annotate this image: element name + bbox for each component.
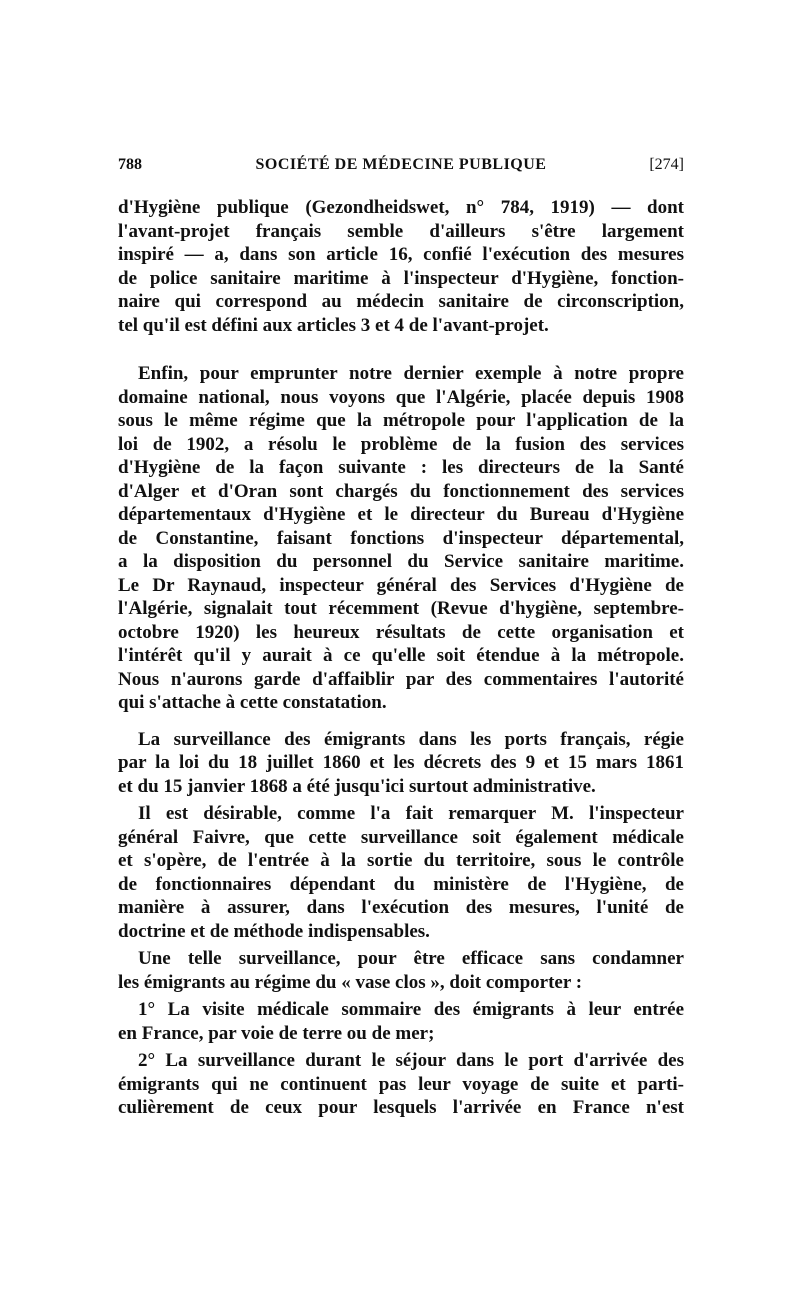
text-line: et du 15 janvier 1868 a été jusqu'ici surtout administrative. bbox=[118, 775, 596, 797]
text-line: d'Hygiène publique (Gezondheidswet, n° 784, 1919) — dont bbox=[118, 197, 684, 218]
text-line: loi de 1902, a résolu le problème de la fusion des services bbox=[118, 433, 684, 455]
paragraph-2 bbox=[118, 362, 684, 715]
text-line: départementaux d'Hygiène et le directeur du Bureau d'Hygiène bbox=[118, 504, 684, 525]
text-line: culièrement de ceux pour lesquels l'arrivée en France n'est bbox=[118, 1097, 684, 1118]
book-page bbox=[118, 150, 684, 1120]
text-line: 1° La visite médicale sommaire des émigrants à leur entrée bbox=[138, 999, 684, 1020]
running-header bbox=[118, 150, 684, 180]
text-line: d'Hygiène de la façon suivante : les directeurs de la Santé bbox=[118, 457, 684, 478]
text-line: tel qu'il est défini aux articles 3 et 4 de l'avant-projet. bbox=[118, 314, 549, 336]
text-line: sous le même régime que la métropole pour l'application de la bbox=[118, 410, 684, 431]
paragraph-1 bbox=[118, 196, 684, 337]
text-line: La surveillance des émigrants dans les ports français, régie bbox=[138, 728, 684, 750]
text-line: l'Algérie, signalait tout récemment (Revue d'hygiène, septembre- bbox=[118, 598, 684, 619]
text-line: manière à assurer, dans l'exécution des mesures, l'unité de bbox=[118, 897, 684, 918]
text-line: naire qui correspond au médecin sanitaire de circonscription, bbox=[118, 291, 684, 312]
text-line: doctrine et de méthode indispensables. bbox=[118, 920, 430, 942]
paragraph-3 bbox=[118, 728, 684, 799]
section-reference: [274] bbox=[649, 156, 684, 173]
text-line: Il est désirable, comme l'a fait remarquer M. l'inspecteur bbox=[138, 803, 684, 824]
paragraph-4 bbox=[118, 802, 684, 943]
text-line: qui s'attache à cette constatation. bbox=[118, 692, 387, 713]
paragraph-5 bbox=[118, 947, 684, 994]
text-line: d'Alger et d'Oran sont chargés du fonctionnement des services bbox=[118, 480, 684, 502]
text-line: l'intérêt qu'il y aurait à ce qu'elle soit étendue à la métropole. bbox=[118, 645, 684, 666]
list-item-1 bbox=[118, 998, 684, 1045]
text-line: inspiré — a, dans son article 16, confié l'exécution des mesures bbox=[118, 244, 684, 265]
text-line: général Faivre, que cette surveillance soit également médicale bbox=[118, 826, 684, 848]
text-line: en France, par voie de terre ou de mer; bbox=[118, 1022, 435, 1044]
text-line: Nous n'aurons garde d'affaiblir par des commentaires l'autorité bbox=[118, 668, 684, 690]
text-line: les émigrants au régime du « vase clos », doit comporter : bbox=[118, 971, 583, 993]
text-line: l'avant-projet français semble d'ailleurs s'être largement bbox=[118, 220, 684, 242]
text-line: Une telle surveillance, pour être efficace sans condamner bbox=[138, 948, 684, 969]
text-line: de fonctionnaires dépendant du ministère de l'Hygiène, de bbox=[118, 873, 684, 895]
text-line: par la loi du 18 juillet 1860 et les décrets des 9 et 15 mars 1861 bbox=[118, 752, 684, 773]
text-line: a la disposition du personnel du Service sanitaire maritime. bbox=[118, 551, 684, 572]
text-line: et s'opère, de l'entrée à la sortie du territoire, sous le contrôle bbox=[118, 850, 684, 871]
running-title: SOCIÉTÉ DE MÉDECINE PUBLIQUE bbox=[255, 156, 547, 173]
text-line: de police sanitaire maritime à l'inspecteur d'Hygiène, fonction- bbox=[118, 267, 684, 289]
text-line: Enfin, pour emprunter notre dernier exemple à notre propre bbox=[138, 363, 684, 384]
text-line: émigrants qui ne continuent pas leur voyage de suite et parti- bbox=[118, 1073, 684, 1095]
text-line: de Constantine, faisant fonctions d'inspecteur départemental, bbox=[118, 527, 684, 549]
list-item-2 bbox=[118, 1049, 684, 1120]
text-line: Le Dr Raynaud, inspecteur général des Services d'Hygiène de bbox=[118, 574, 684, 596]
text-line: domaine national, nous voyons que l'Algérie, placée depuis 1908 bbox=[118, 386, 684, 408]
text-line: 2° La surveillance durant le séjour dans le port d'arrivée des bbox=[138, 1050, 684, 1071]
text-line: octobre 1920) les heureux résultats de cette organisation et bbox=[118, 621, 684, 643]
page-number: 788 bbox=[118, 156, 142, 173]
